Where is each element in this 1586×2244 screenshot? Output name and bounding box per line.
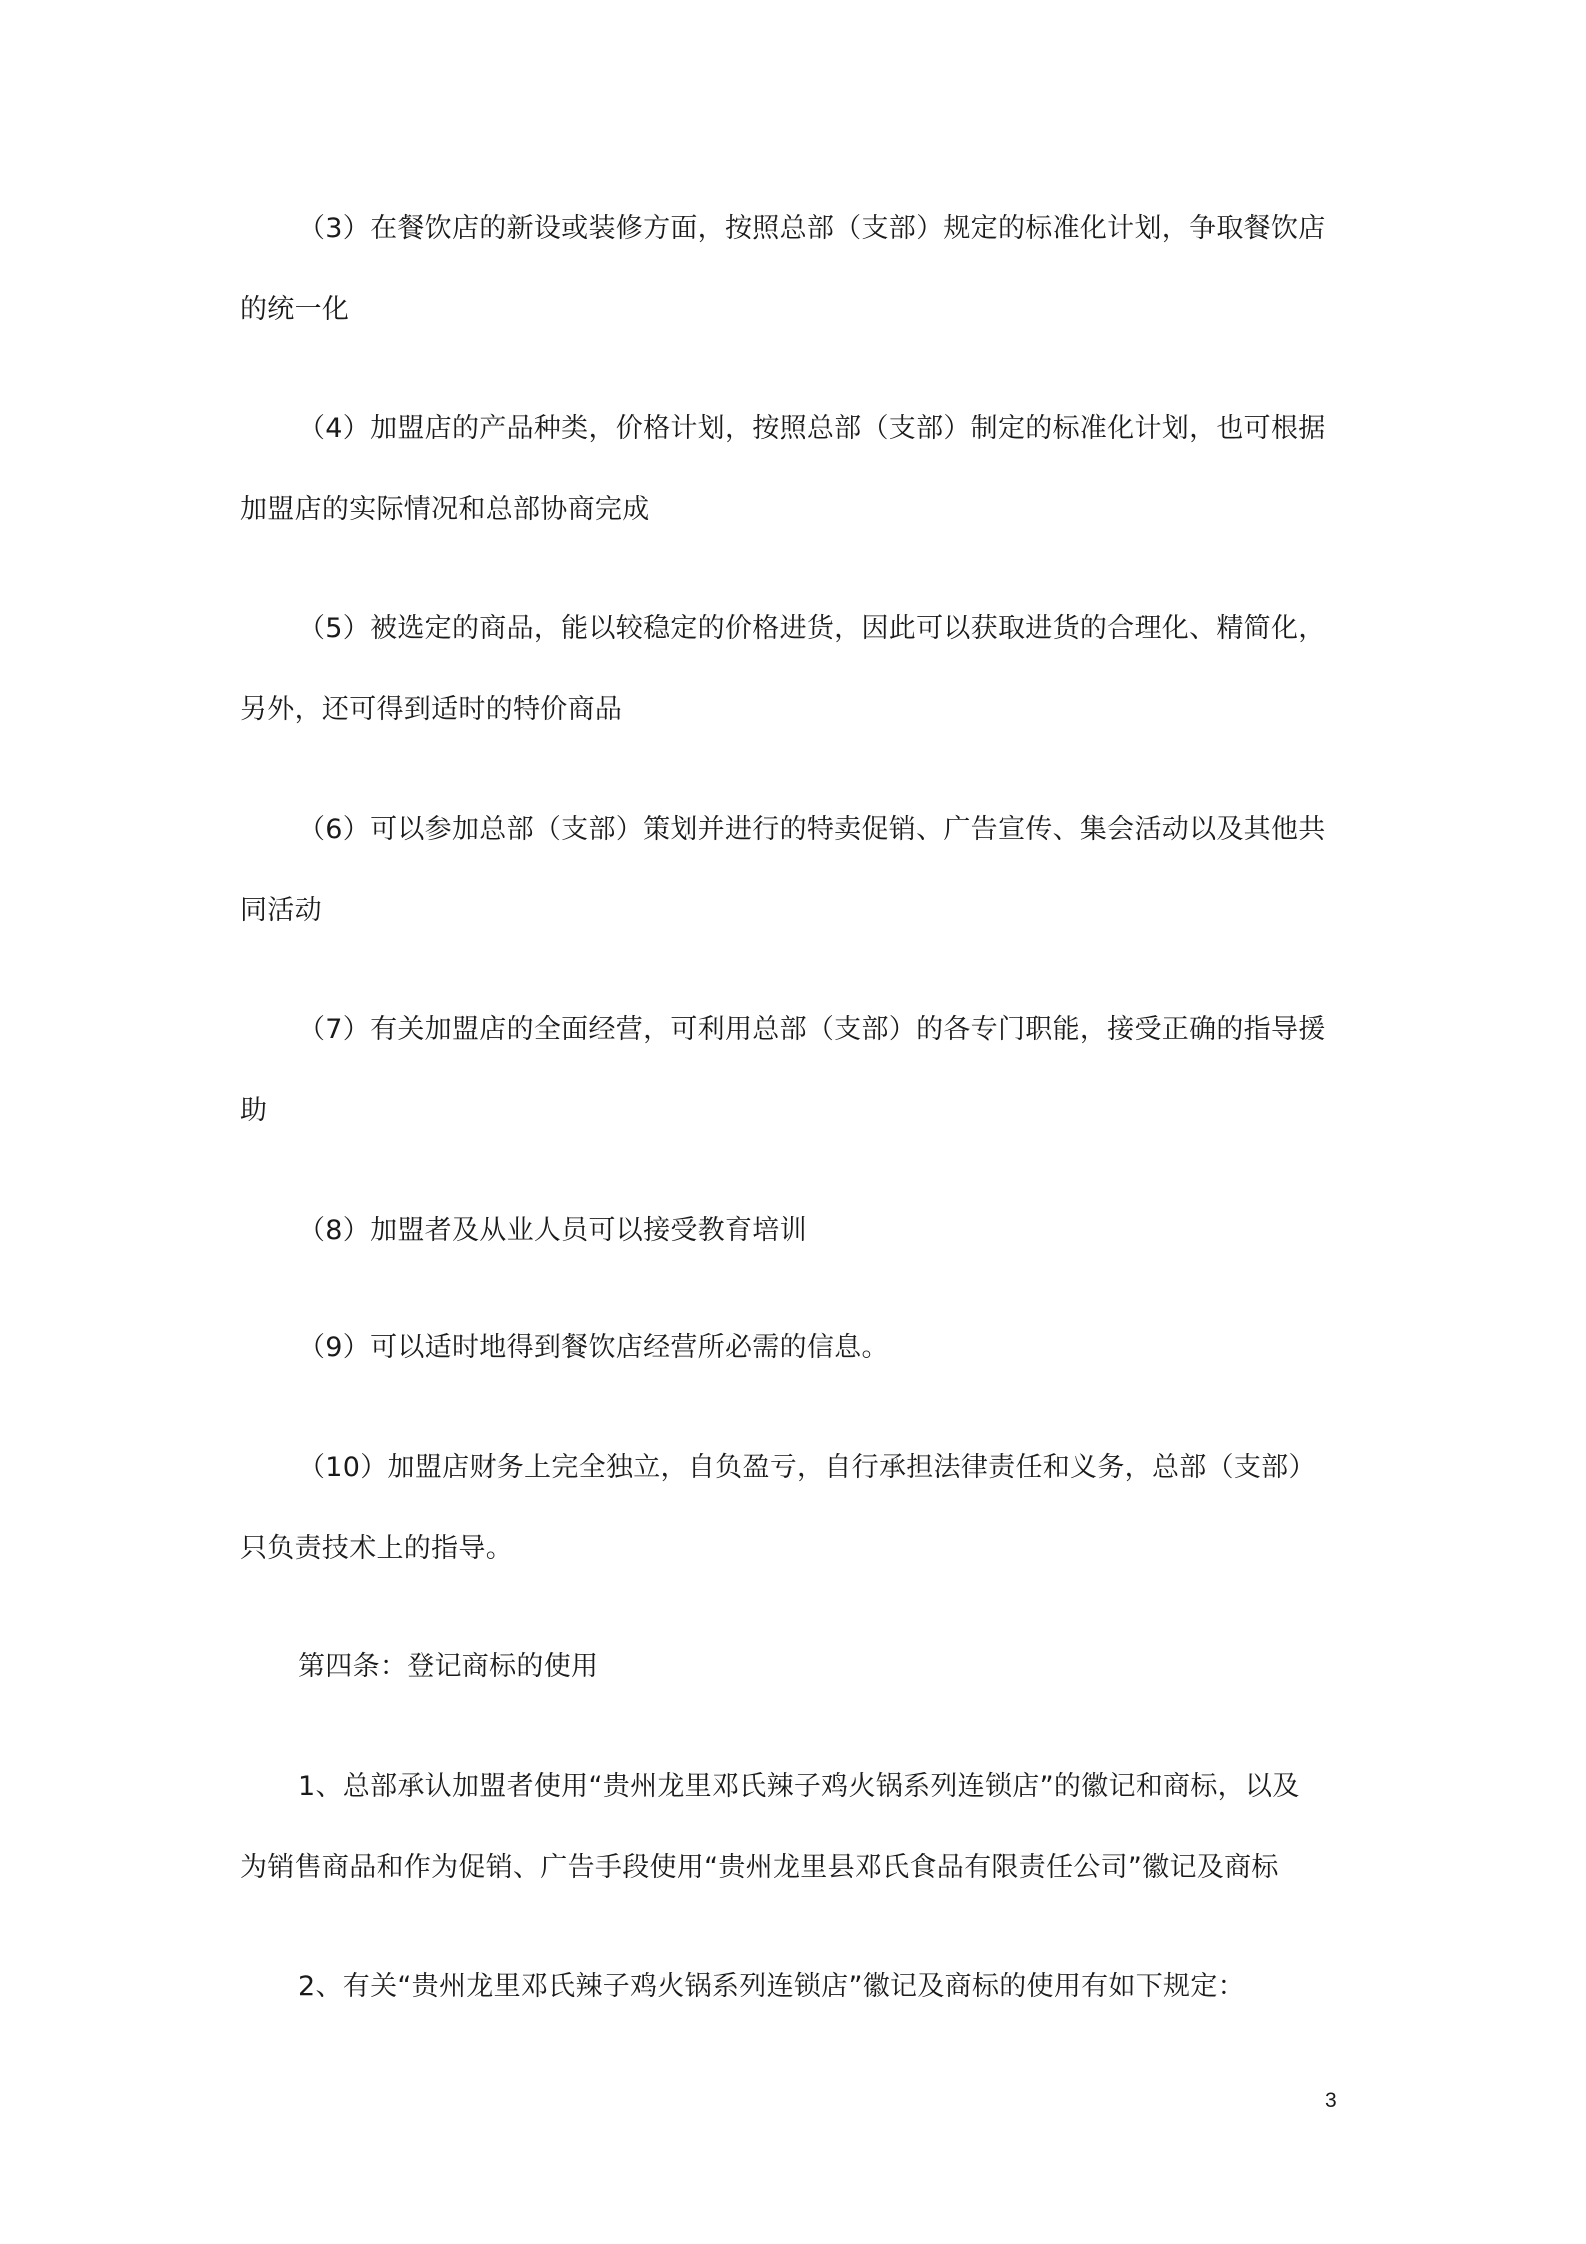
clause-1-line-2: 为销售商品和作为促销、广告手段使用“贵州龙里县邓氏食品有限责任公司”徽记及商标 — [240, 1852, 1279, 1883]
paragraph-10-line-1: （10）加盟店财务上完全独立，自负盈亏，自行承担法律责任和义务，总部（支部） — [298, 1452, 1316, 1483]
paragraph-7-line-2: 助 — [240, 1095, 268, 1126]
paragraph-4-line-2: 加盟店的实际情况和总部协商完成 — [240, 494, 650, 525]
paragraph-3-line-2: 的统一化 — [240, 294, 350, 325]
paragraph-6-line-1: （6）可以参加总部（支部）策划并进行的特卖促销、广告宣传、集会活动以及其他共 — [298, 814, 1326, 845]
paragraph-8-line-1: （8）加盟者及从业人员可以接受教育培训 — [298, 1215, 807, 1246]
paragraph-4-line-1: （4）加盟店的产品种类，价格计划，按照总部（支部）制定的标准化计划，也可根据 — [298, 413, 1326, 444]
paragraph-10-line-2: 只负责技术上的指导。 — [240, 1533, 513, 1564]
paragraph-6-line-2: 同活动 — [240, 895, 322, 926]
clause-2-line-1: 2、有关“贵州龙里邓氏辣子鸡火锅系列连锁店”徽记及商标的使用有如下规定： — [298, 1971, 1245, 2002]
page-number: 3 — [1325, 2089, 1337, 2112]
paragraph-5-line-1: （5）被选定的商品，能以较稳定的价格进货，因此可以获取进货的合理化、精简化， — [298, 613, 1326, 644]
section-heading-article-4: 第四条：登记商标的使用 — [298, 1651, 599, 1682]
paragraph-5-line-2: 另外，还可得到适时的特价商品 — [240, 694, 623, 725]
paragraph-3-line-1: （3）在餐饮店的新设或装修方面，按照总部（支部）规定的标准化计划，争取餐饮店 — [298, 213, 1326, 244]
paragraph-7-line-1: （7）有关加盟店的全面经营，可利用总部（支部）的各专门职能，接受正确的指导援 — [298, 1014, 1326, 1045]
paragraph-9-line-1: （9）可以适时地得到餐饮店经营所必需的信息。 — [298, 1332, 889, 1363]
clause-1-line-1: 1、总部承认加盟者使用“贵州龙里邓氏辣子鸡火锅系列连锁店”的徽记和商标，以及 — [298, 1771, 1300, 1802]
